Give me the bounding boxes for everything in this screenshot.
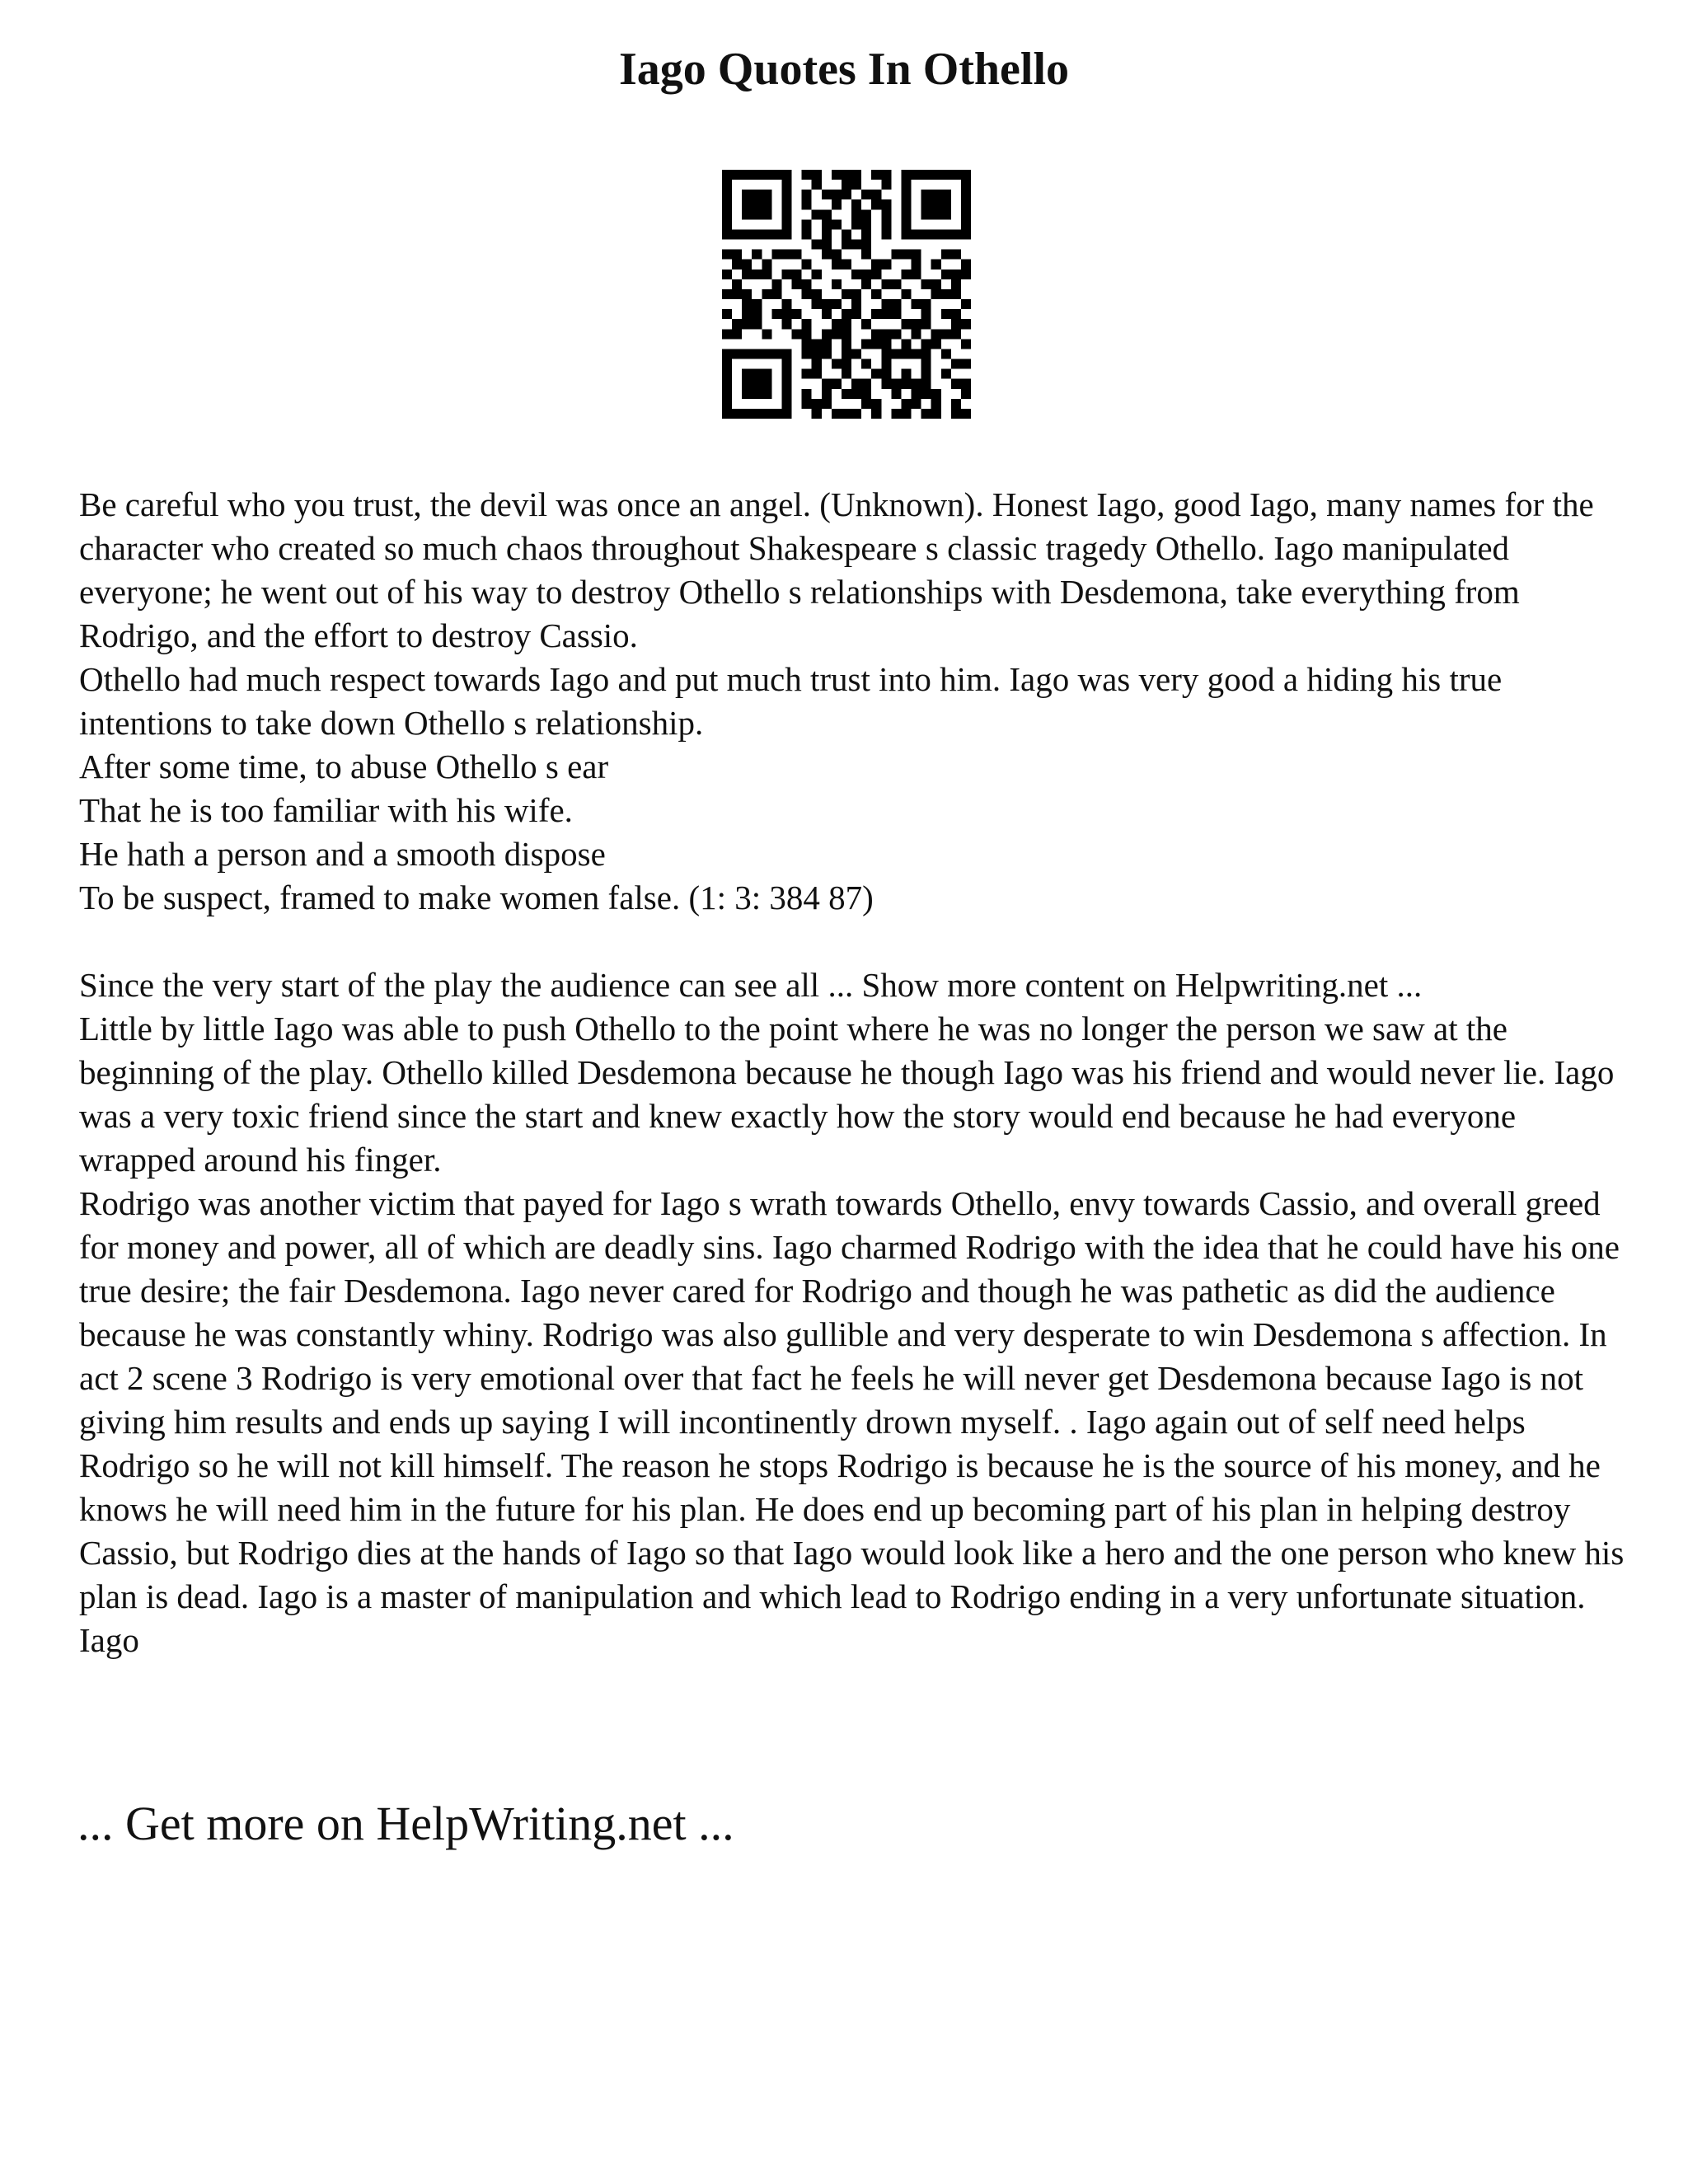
paragraph-respect: Othello had much respect towards Iago and put much trust into him. Iago was very good a hiding his true intentions to take down Othello s relationship. <box>79 660 1503 742</box>
essay-body <box>79 483 1629 1662</box>
quote-line-1: After some time, to abuse Othello s ear <box>79 748 609 785</box>
quote-line-4: To be suspect, framed to make women false. (1: 3: 384 87) <box>79 879 874 916</box>
paragraph-spacer <box>79 920 1629 963</box>
quote-line-2: That he is too familiar with his wife. <box>79 791 573 829</box>
paragraph-othello: Little by little Iago was able to push Othello to the point where he was no longer the person we saw at the beginning of the play. Othello killed Desdemona because he though Iago was his friend and would never lie. Iago was a very toxic friend since the start and knew exactly how the story would end because he had everyone wrapped around his finger. <box>79 1010 1615 1179</box>
paragraph-rodrigo: Rodrigo was another victim that payed for Iago s wrath towards Othello, envy towards Cassio, and overall greed for money and power, all of which are deadly sins. Iago charmed Rodrigo with the idea that he could have his one true desire; the fair Desdemona. Iago never cared for Rodrigo and though he was pathetic as did the audience because he was constantly whiny. Rodrigo was also gullible and very desperate to win Desdemona s affection. In act 2 scene 3 Rodrigo is very emotional over that fact he feels he will never get Desdemona because Iago is not giving him results and ends up saying I will incontinently drown myself. . Iago again out of self need helps Rodrigo so he will not kill himself. The reason he stops Rodrigo is because he is the source of his money, and he knows he will need him in the future for his plan. He does end up becoming part of his plan in helping destroy Cassio, but Rodrigo dies at the hands of Iago so that Iago would look like a hero and the one person who knew his plan is dead. Iago is a master of manipulation and which lead to Rodrigo ending in a very unfortunate situation. <box>79 1184 1625 1615</box>
paragraph-intro: Be careful who you trust, the devil was once an angel. (Unknown). Honest Iago, good Iago, many names for the character who created so much chaos throughout Shakespeare s classic tragedy Othello. Iago manipulated everyone; he went out of his way to destroy Othello s relationships with Desdemona, take everything from Rodrigo, and the effort to destroy Cassio. <box>79 485 1594 654</box>
quote-line-3: He hath a person and a smooth dispose <box>79 835 606 873</box>
page-title: Iago Quotes In Othello <box>618 44 1070 95</box>
paragraph-show-more: Since the very start of the play the audience can see all ... Show more content on Helpwriting.net ... <box>79 966 1423 1004</box>
qr-code-icon <box>722 170 971 419</box>
get-more-link[interactable]: ... Get more on HelpWriting.net ... <box>77 1797 734 1850</box>
paragraph-closing: Iago <box>79 1621 139 1659</box>
